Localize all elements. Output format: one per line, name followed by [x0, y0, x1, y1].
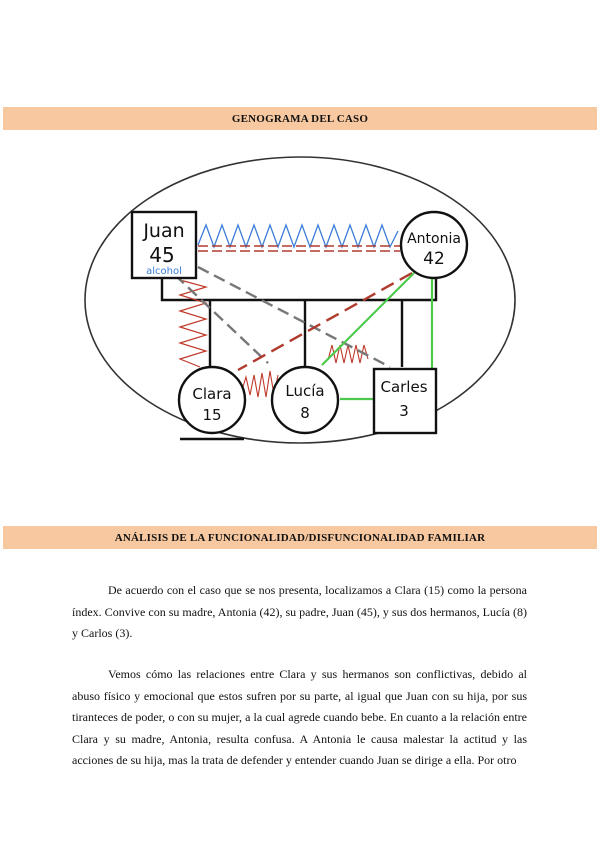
relation-antonia-clara-confused — [238, 273, 412, 370]
clara-name: Clara — [192, 385, 232, 403]
juan-note: alcohol — [146, 266, 182, 277]
paragraph-1: De acuerdo con el caso que se nos presenta, localizamos a Clara (15) como la persona índex. Convive con su madre, Antonia (42), su padre, Juan (45), y sus dos hermanos, Lucía (8) y Carlos (3). — [72, 583, 527, 640]
section-title-genogram: GENOGRAMA DEL CASO — [3, 107, 597, 130]
relation-juan-lucia-distant — [175, 275, 268, 363]
carlos-age: 3 — [399, 402, 409, 420]
lucia-name: Lucía — [285, 382, 325, 400]
genogram-diagram — [0, 145, 600, 450]
carlos-name: Carles — [380, 378, 428, 396]
lucia-node — [272, 367, 338, 433]
juan-name: Juan — [143, 220, 185, 242]
relation-juan-antonia-conflict — [198, 225, 398, 247]
antonia-age: 42 — [423, 249, 445, 269]
juan-age: 45 — [149, 243, 175, 267]
clara-age: 15 — [202, 406, 222, 424]
relation-juan-carlos-distant — [198, 267, 390, 367]
paragraph-2: Vemos cómo las relaciones entre Clara y sus hermanos son conflictivas, debido al abuso físico y emocional que estos sufren por su parte, al igual que Juan con su hija, por sus tiranteces de poder, o con su mujer, a la cual agrede cuando bebe. En cuanto a la relación entre Clara y su madre, Antonia, resulta confusa. A Antonia le causa malestar la actitud y las acciones de su hija, mas la trata de defender y entender cuando Juan se dirige a ella. Por otro — [72, 667, 527, 767]
section-title-analysis: ANÁLISIS DE LA FUNCIONALIDAD/DISFUNCIONALIDAD FAMILIAR — [3, 526, 597, 549]
lucia-age: 8 — [300, 404, 310, 422]
antonia-name: Antonia — [407, 231, 461, 247]
